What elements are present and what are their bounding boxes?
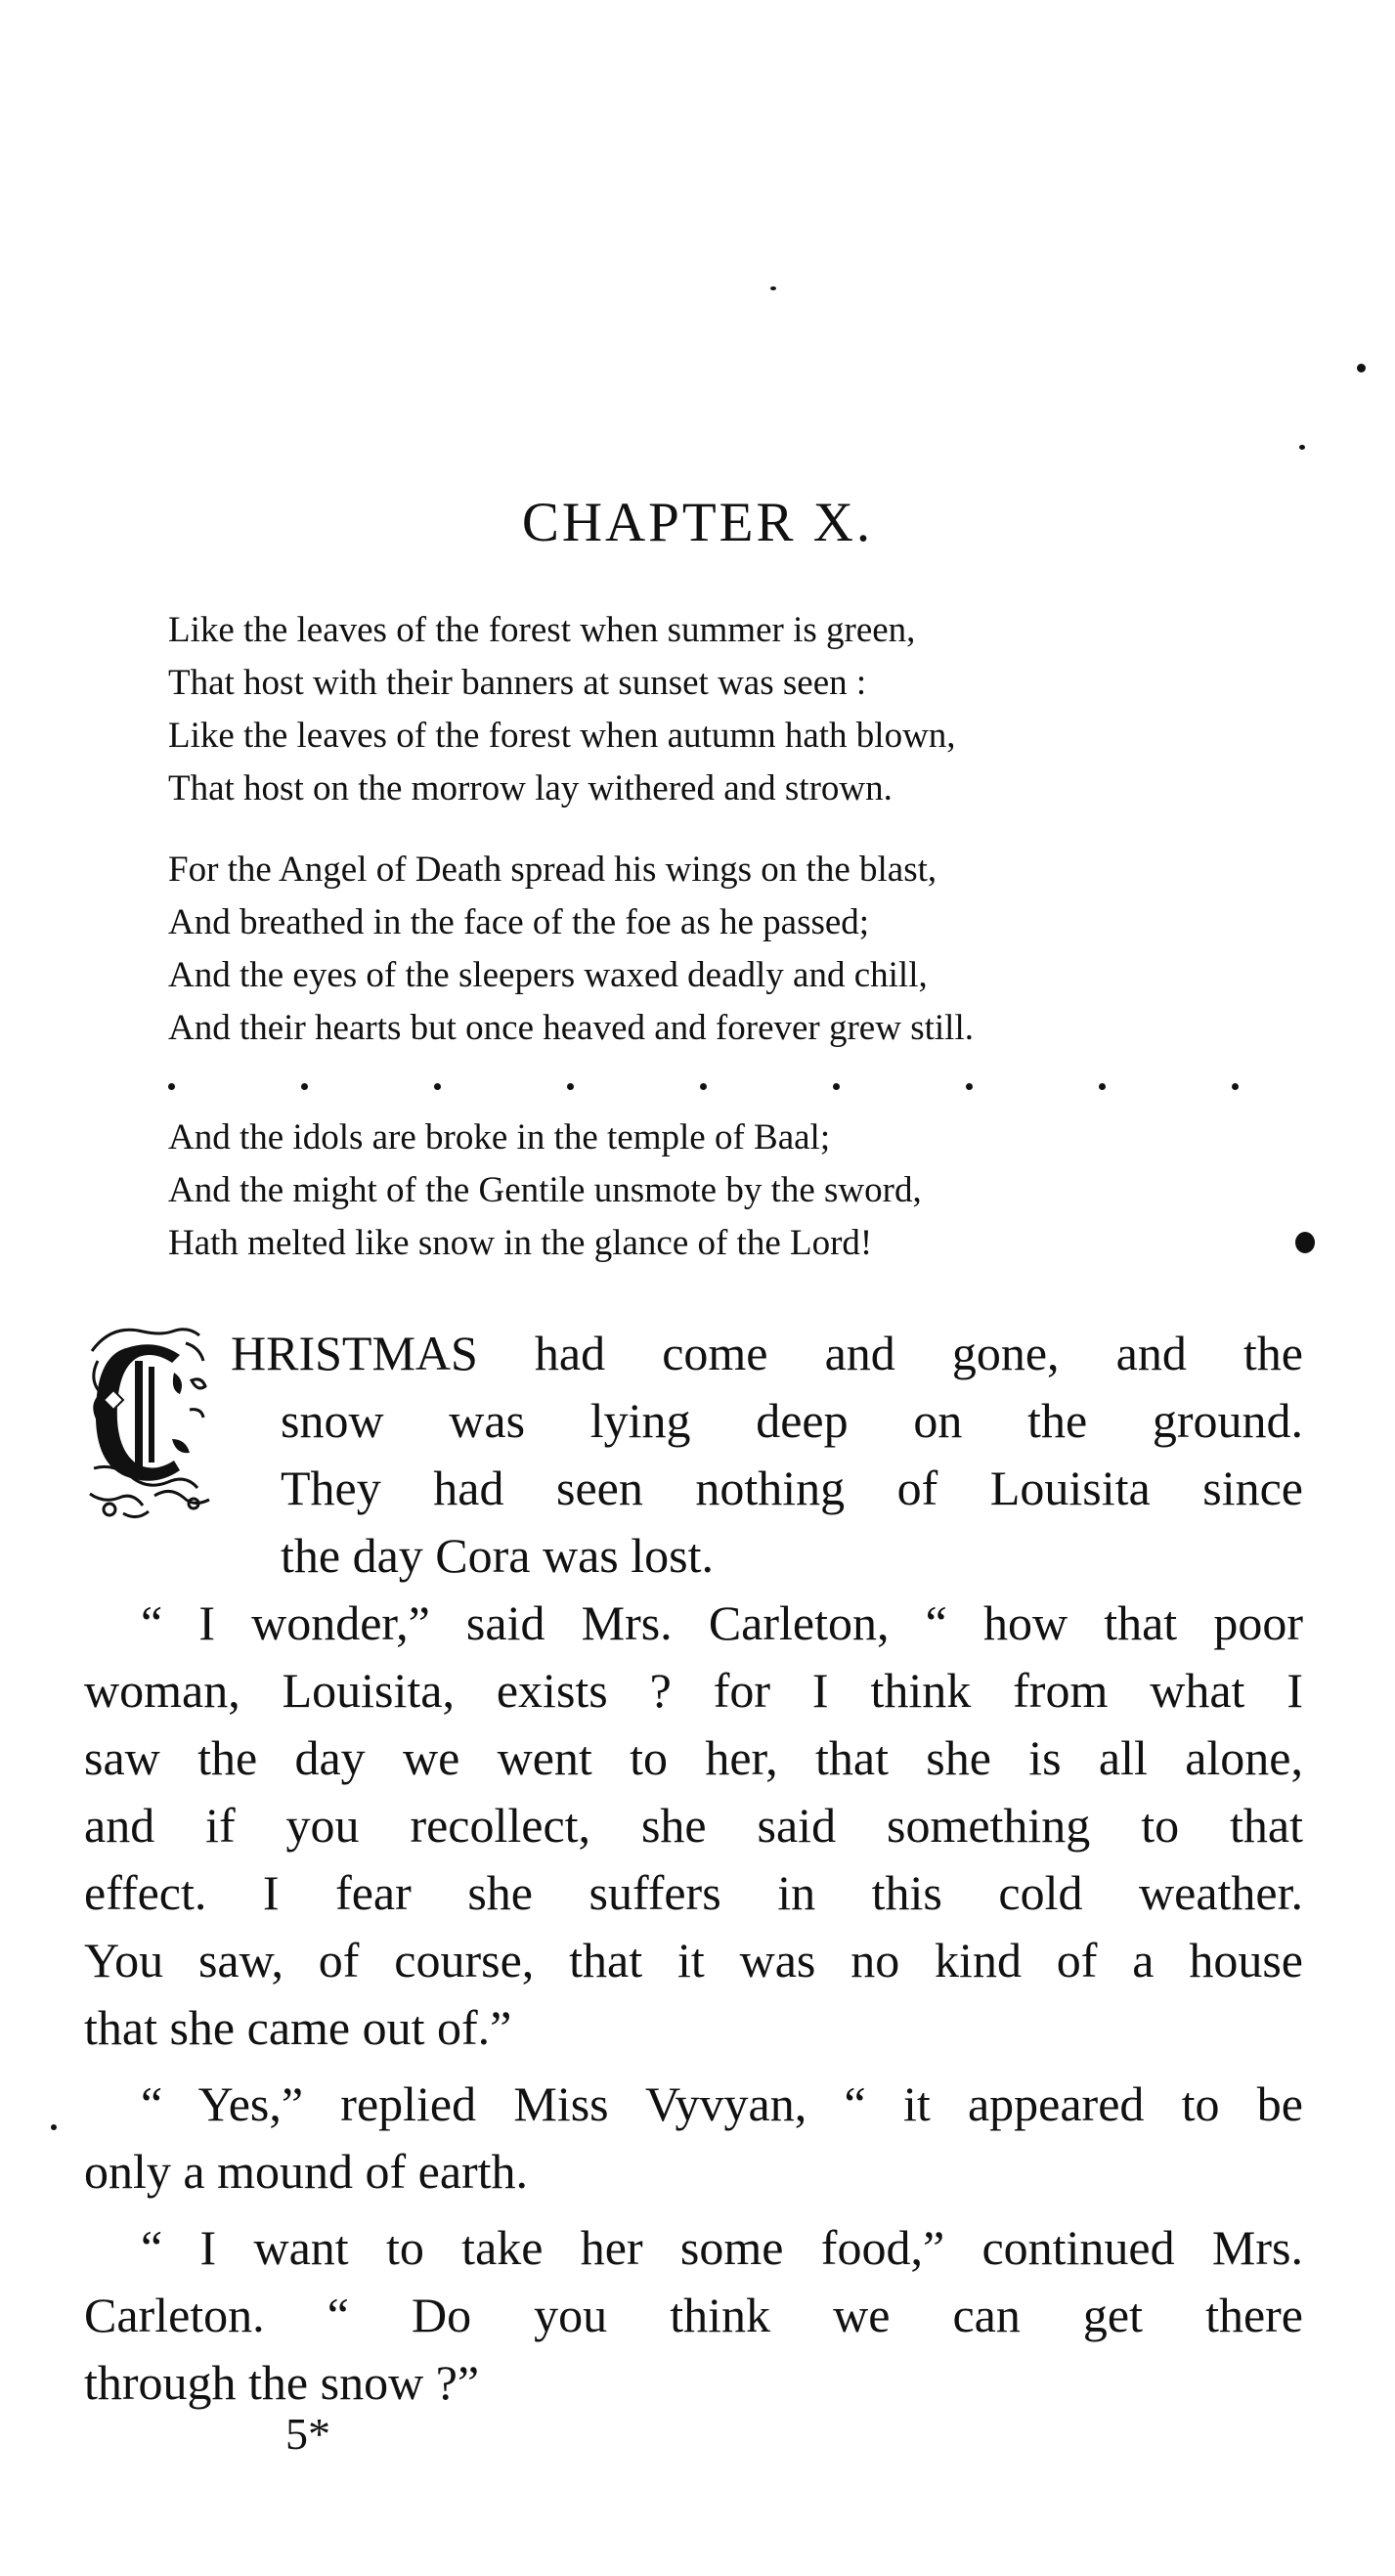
- body-line: only a mound of earth.: [84, 2144, 529, 2199]
- print-speck: [1357, 364, 1366, 372]
- print-speck: [1299, 445, 1305, 450]
- body-line: “ Yes,” replied Miss Vyvyan, “ it appeared to be: [141, 2076, 1303, 2131]
- epigraph-stanza-2: [168, 844, 1243, 1055]
- epigraph-line: And breathed in the face of the foe as he passed;: [168, 902, 870, 942]
- body-line: snow was lying deep on the ground.: [281, 1393, 1303, 1448]
- epigraph-line: And the eyes of the sleepers waxed deadly and chill,: [168, 955, 928, 995]
- chapter-title: CHAPTER X.: [521, 492, 874, 553]
- epigraph-line: Like the leaves of the forest when autumn hath blown,: [168, 716, 956, 756]
- epigraph-line: That host on the morrow lay withered and strown.: [168, 768, 893, 808]
- stanza-ellipsis: [168, 1083, 1253, 1093]
- epigraph-stanza-1: [168, 604, 1243, 815]
- body-line: “ I want to take her some food,” continued Mrs.: [141, 2220, 1303, 2275]
- body-line: effect. I fear she suffers in this cold weather.: [84, 1865, 1303, 1920]
- epigraph-line: And their hearts but once heaved and forever grew still.: [168, 1008, 974, 1048]
- body-line: HRISTMAS had come and gone, and the: [231, 1326, 1303, 1380]
- print-speck: [1295, 1232, 1315, 1253]
- page-signature: 5*: [285, 2409, 330, 2459]
- body-line: the day Cora was lost.: [281, 1528, 714, 1583]
- epigraph-line: Hath melted like snow in the glance of the Lord!: [168, 1223, 873, 1263]
- body-line: through the snow ?”: [84, 2355, 480, 2410]
- print-speck: [770, 286, 776, 290]
- epigraph-line: For the Angel of Death spread his wings on the blast,: [168, 850, 937, 890]
- body-line: “ I wonder,” said Mrs. Carleton, “ how that poor: [141, 1595, 1303, 1650]
- epigraph-line: That host with their banners at sunset was seen :: [168, 663, 867, 703]
- body-line: They had seen nothing of Louisita since: [281, 1461, 1303, 1515]
- body-line: You saw, of course, that it was no kind of a house: [84, 1933, 1303, 1987]
- ornamental-drop-cap: [84, 1322, 221, 1527]
- body-line: saw the day we went to her, that she is all alone,: [84, 1730, 1303, 1785]
- epigraph-line: Like the leaves of the forest when summer is green,: [168, 610, 916, 650]
- body-line: and if you recollect, she said something to that: [84, 1798, 1303, 1853]
- epigraph-stanza-3: [168, 1112, 1243, 1270]
- body-line: Carleton. “ Do you think we can get there: [84, 2288, 1303, 2342]
- body-line: that she came out of.”: [84, 2000, 512, 2055]
- epigraph-line: And the might of the Gentile unsmote by the sword,: [168, 1170, 922, 1210]
- print-speck: [51, 2124, 57, 2130]
- epigraph-line: And the idols are broke in the temple of Baal;: [168, 1117, 831, 1157]
- body-line: woman, Louisita, exists ? for I think from what I: [84, 1663, 1303, 1718]
